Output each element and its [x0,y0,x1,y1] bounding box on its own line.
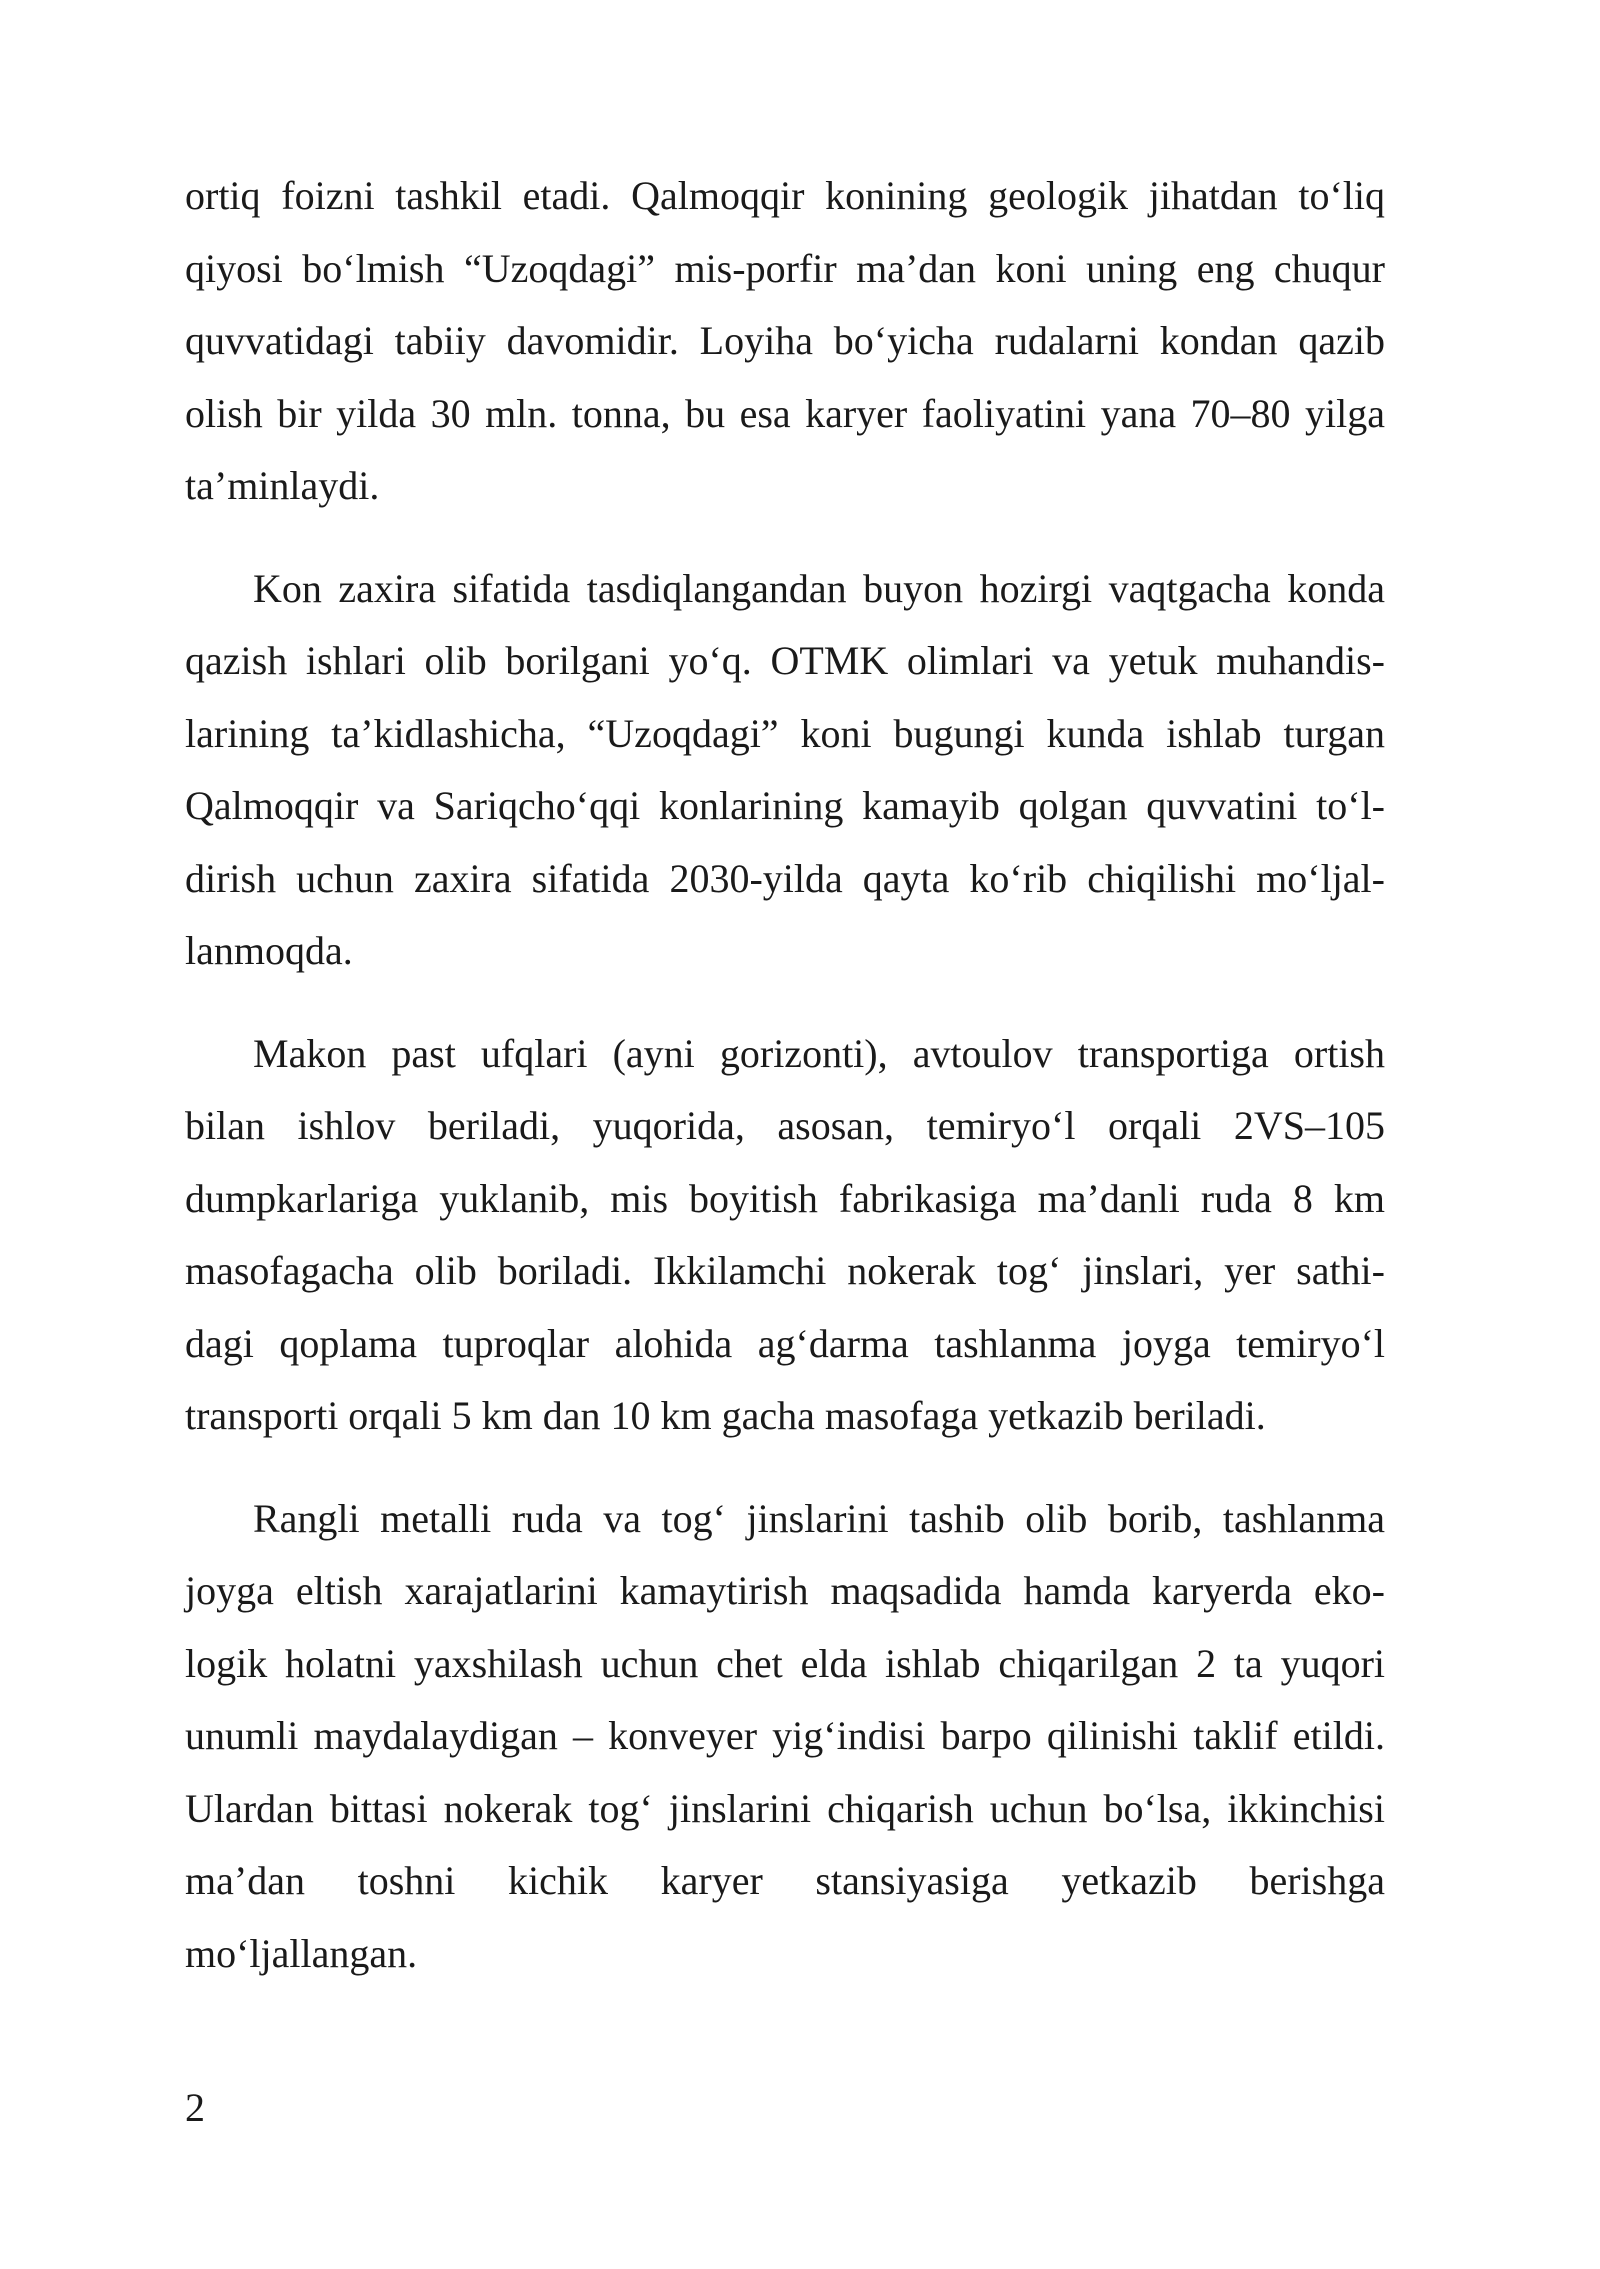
text-line: transporti orqali 5 km dan 10 km gacha masofaga yetkazib beriladi. [185,1393,1266,1438]
text-line: joyga eltish xarajatlarini kamaytirish maqsadida hamda karyerda eko- [185,1568,1385,1613]
text-line: dagi qoplama tuproqlar alohida ag‘darma tashlanma joyga temiryo‘l [185,1320,1385,1366]
text-line: ta’minlaydi. [185,463,380,508]
text-line: larining ta’kidlashicha, “Uzoqdagi” koni bugungi kunda ishlab turgan [185,710,1385,756]
text-line: dumpkarlariga yuklanib, mis boyitish fabrikasiga ma’danli ruda 8 km [185,1175,1385,1221]
text-line: lanmoqda. [185,928,353,973]
text-line: olish bir yilda 30 mln. tonna, bu esa karyer faoliyatini yana 70–80 yilga [185,390,1385,436]
text-line: ortiq foizni tashkil etadi. Qalmoqqir konining geologik jihatdan to‘liq [185,173,1385,218]
text-line: Ulardan bittasi nokerak tog‘ jinslarini chiqarish uchun bo‘lsa, ikkinchisi [185,1785,1385,1831]
text-line: dirish uchun zaxira sifatida 2030-yilda qayta ko‘rib chiqilishi mo‘ljal- [185,855,1385,901]
paragraph-4 [185,1483,1385,1991]
text-line: mo‘ljallangan. [185,1930,418,1976]
text-line: Makon past ufqlari (ayni gorizonti), avtoulov transportiga ortish [253,1030,1385,1076]
text-line: Rangli metalli ruda va tog‘ jinslarini tashib olib borib, tashlanma [253,1495,1385,1541]
paragraph-2 [185,553,1385,988]
text-line: unumli maydalaydigan – konveyer yig‘indisi barpo qilinishi taklif etildi. [185,1713,1385,1758]
paragraph-1 [185,160,1385,523]
text-line: ma’dan toshni kichik karyer stansiyasiga yetkazib berishga [185,1858,1385,1903]
text-line: Kon zaxira sifatida tasdiqlangandan buyon hozirgi vaqtgacha konda [253,565,1385,611]
text-line: qiyosi bo‘lmish “Uzoqdagi” mis-porfir ma’dan koni uning eng chuqur [185,245,1385,291]
text-line: bilan ishlov beriladi, yuqorida, asosan, temiryo‘l orqali 2VS–105 [185,1103,1385,1148]
text-line: Qalmoqqir va Sariqcho‘qqi konlarining kamayib qolgan quvvatini to‘l- [185,783,1385,828]
page-number: 2 [185,2085,205,2130]
text-line: qazish ishlari olib borilgani yo‘q. OTMK olimlari va yetuk muhandis- [185,638,1385,683]
text-line: logik holatni yaxshilash uchun chet elda ishlab chiqarilgan 2 ta yuqori [185,1640,1385,1686]
text-line: quvvatidagi tabiiy davomidir. Loyiha bo‘yicha rudalarni kondan qazib [185,318,1385,363]
paragraph-3 [185,1018,1385,1453]
document-body [185,160,1385,1990]
text-line: masofagacha olib boriladi. Ikkilamchi nokerak tog‘ jinslari, yer sathi- [185,1248,1385,1293]
